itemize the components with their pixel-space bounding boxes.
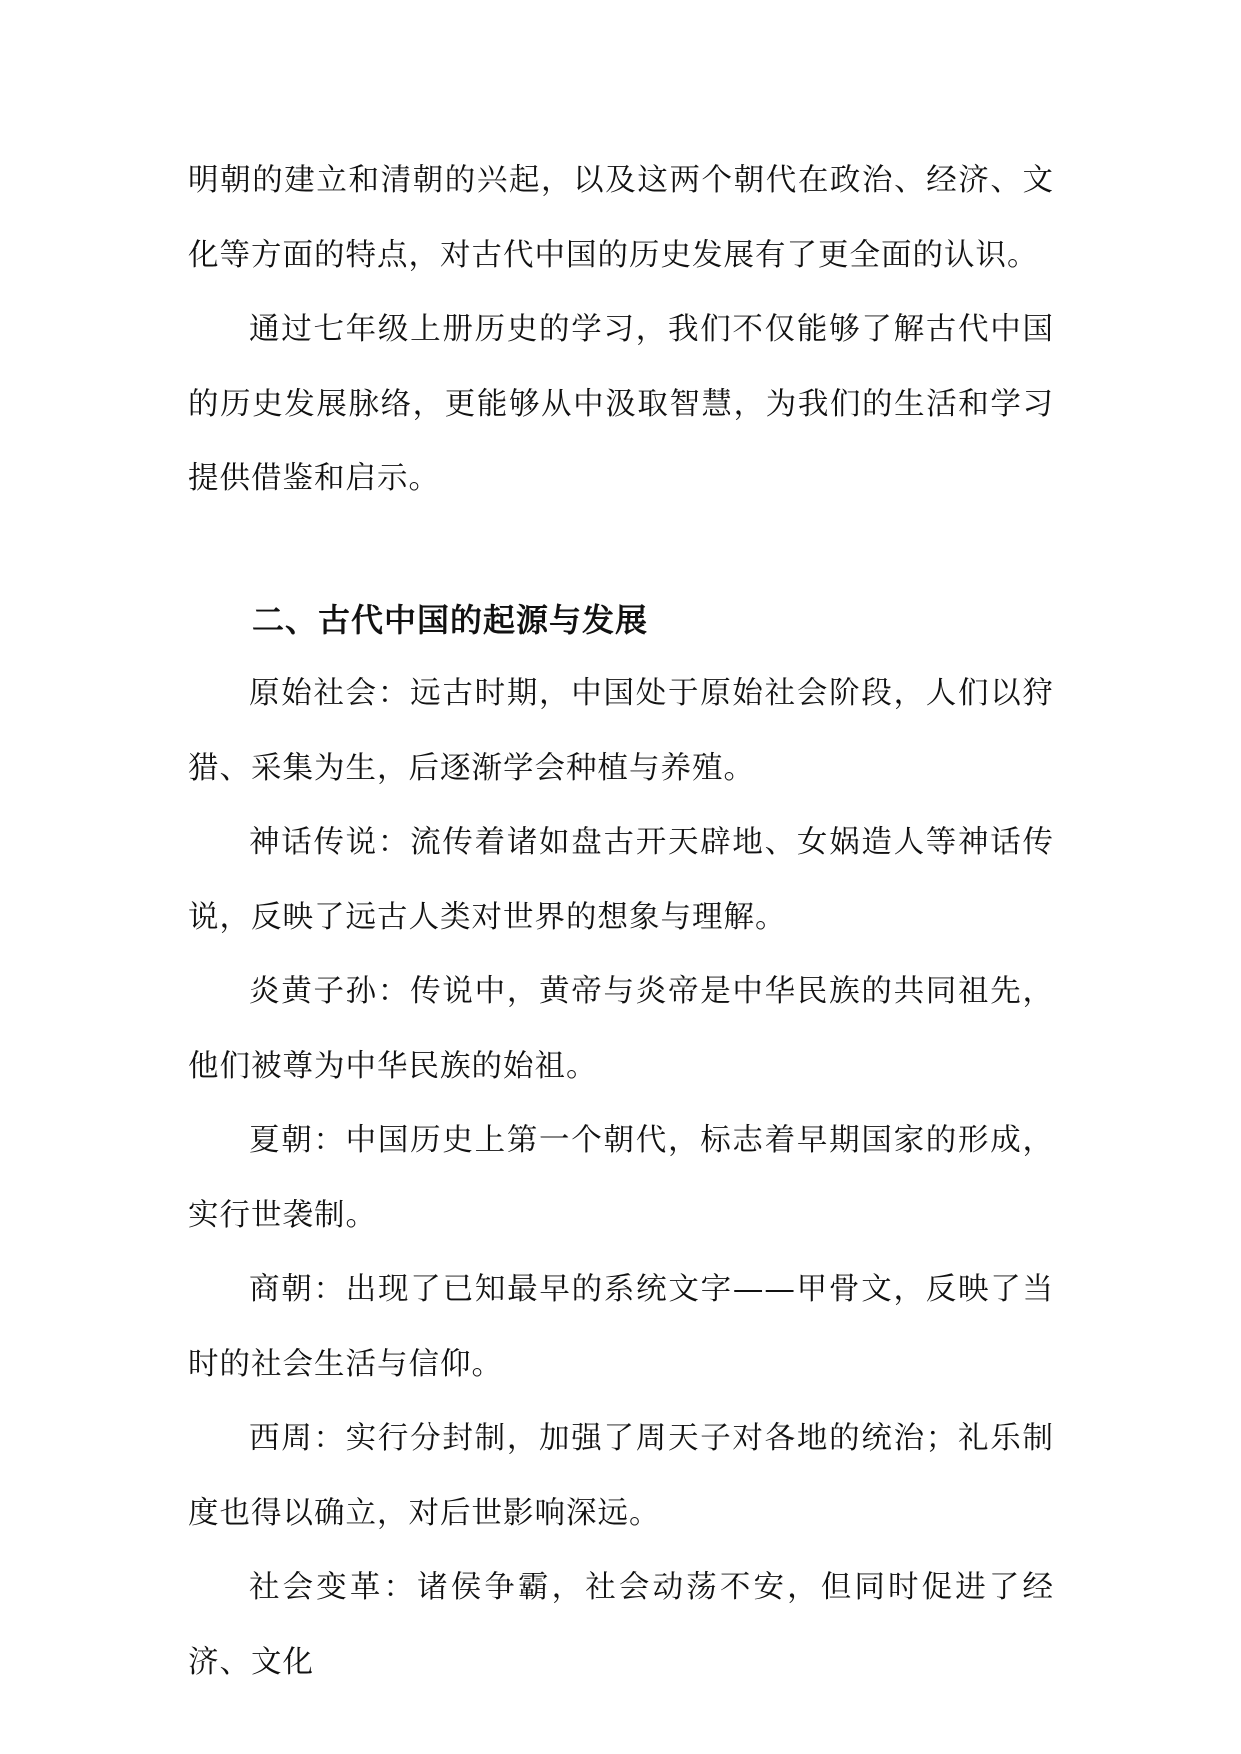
paragraph-myths-legends: 神话传说：流传着诸如盘古开天辟地、女娲造人等神话传说，反映了远古人类对世界的想象与理解。 bbox=[188, 825, 1054, 935]
paragraph-xia-dynasty: 夏朝：中国历史上第一个朝代，标志着早期国家的形成，实行世袭制。 bbox=[188, 1123, 1054, 1233]
paragraph-yan-huang: 炎黄子孙：传说中，黄帝与炎帝是中华民族的共同祖先，他们被尊为中华民族的始祖。 bbox=[188, 974, 1054, 1084]
paragraph-shang-dynasty: 商朝：出现了已知最早的系统文字——甲骨文，反映了当时的社会生活与信仰。 bbox=[188, 1272, 1054, 1382]
summary-paragraph: 通过七年级上册历史的学习，我们不仅能够了解古代中国的历史发展脉络，更能够从中汲取智慧，为我们的生活和学习提供借鉴和启示。 bbox=[188, 312, 1054, 496]
section-heading: 二、古代中国的起源与发展 bbox=[252, 600, 649, 639]
paragraph-social-change: 社会变革：诸侯争霸，社会动荡不安，但同时促进了经济、文化 bbox=[188, 1570, 1054, 1680]
continuation-paragraph: 明朝的建立和清朝的兴起，以及这两个朝代在政治、经济、文化等方面的特点，对古代中国的历史发展有了更全面的认识。 bbox=[188, 163, 1054, 273]
document-body bbox=[188, 144, 1054, 1700]
paragraph-primitive-society: 原始社会：远古时期，中国处于原始社会阶段，人们以狩猎、采集为生，后逐渐学会种植与养殖。 bbox=[188, 676, 1054, 786]
paragraph-western-zhou: 西周：实行分封制，加强了周天子对各地的统治；礼乐制度也得以确立，对后世影响深远。 bbox=[188, 1421, 1054, 1531]
